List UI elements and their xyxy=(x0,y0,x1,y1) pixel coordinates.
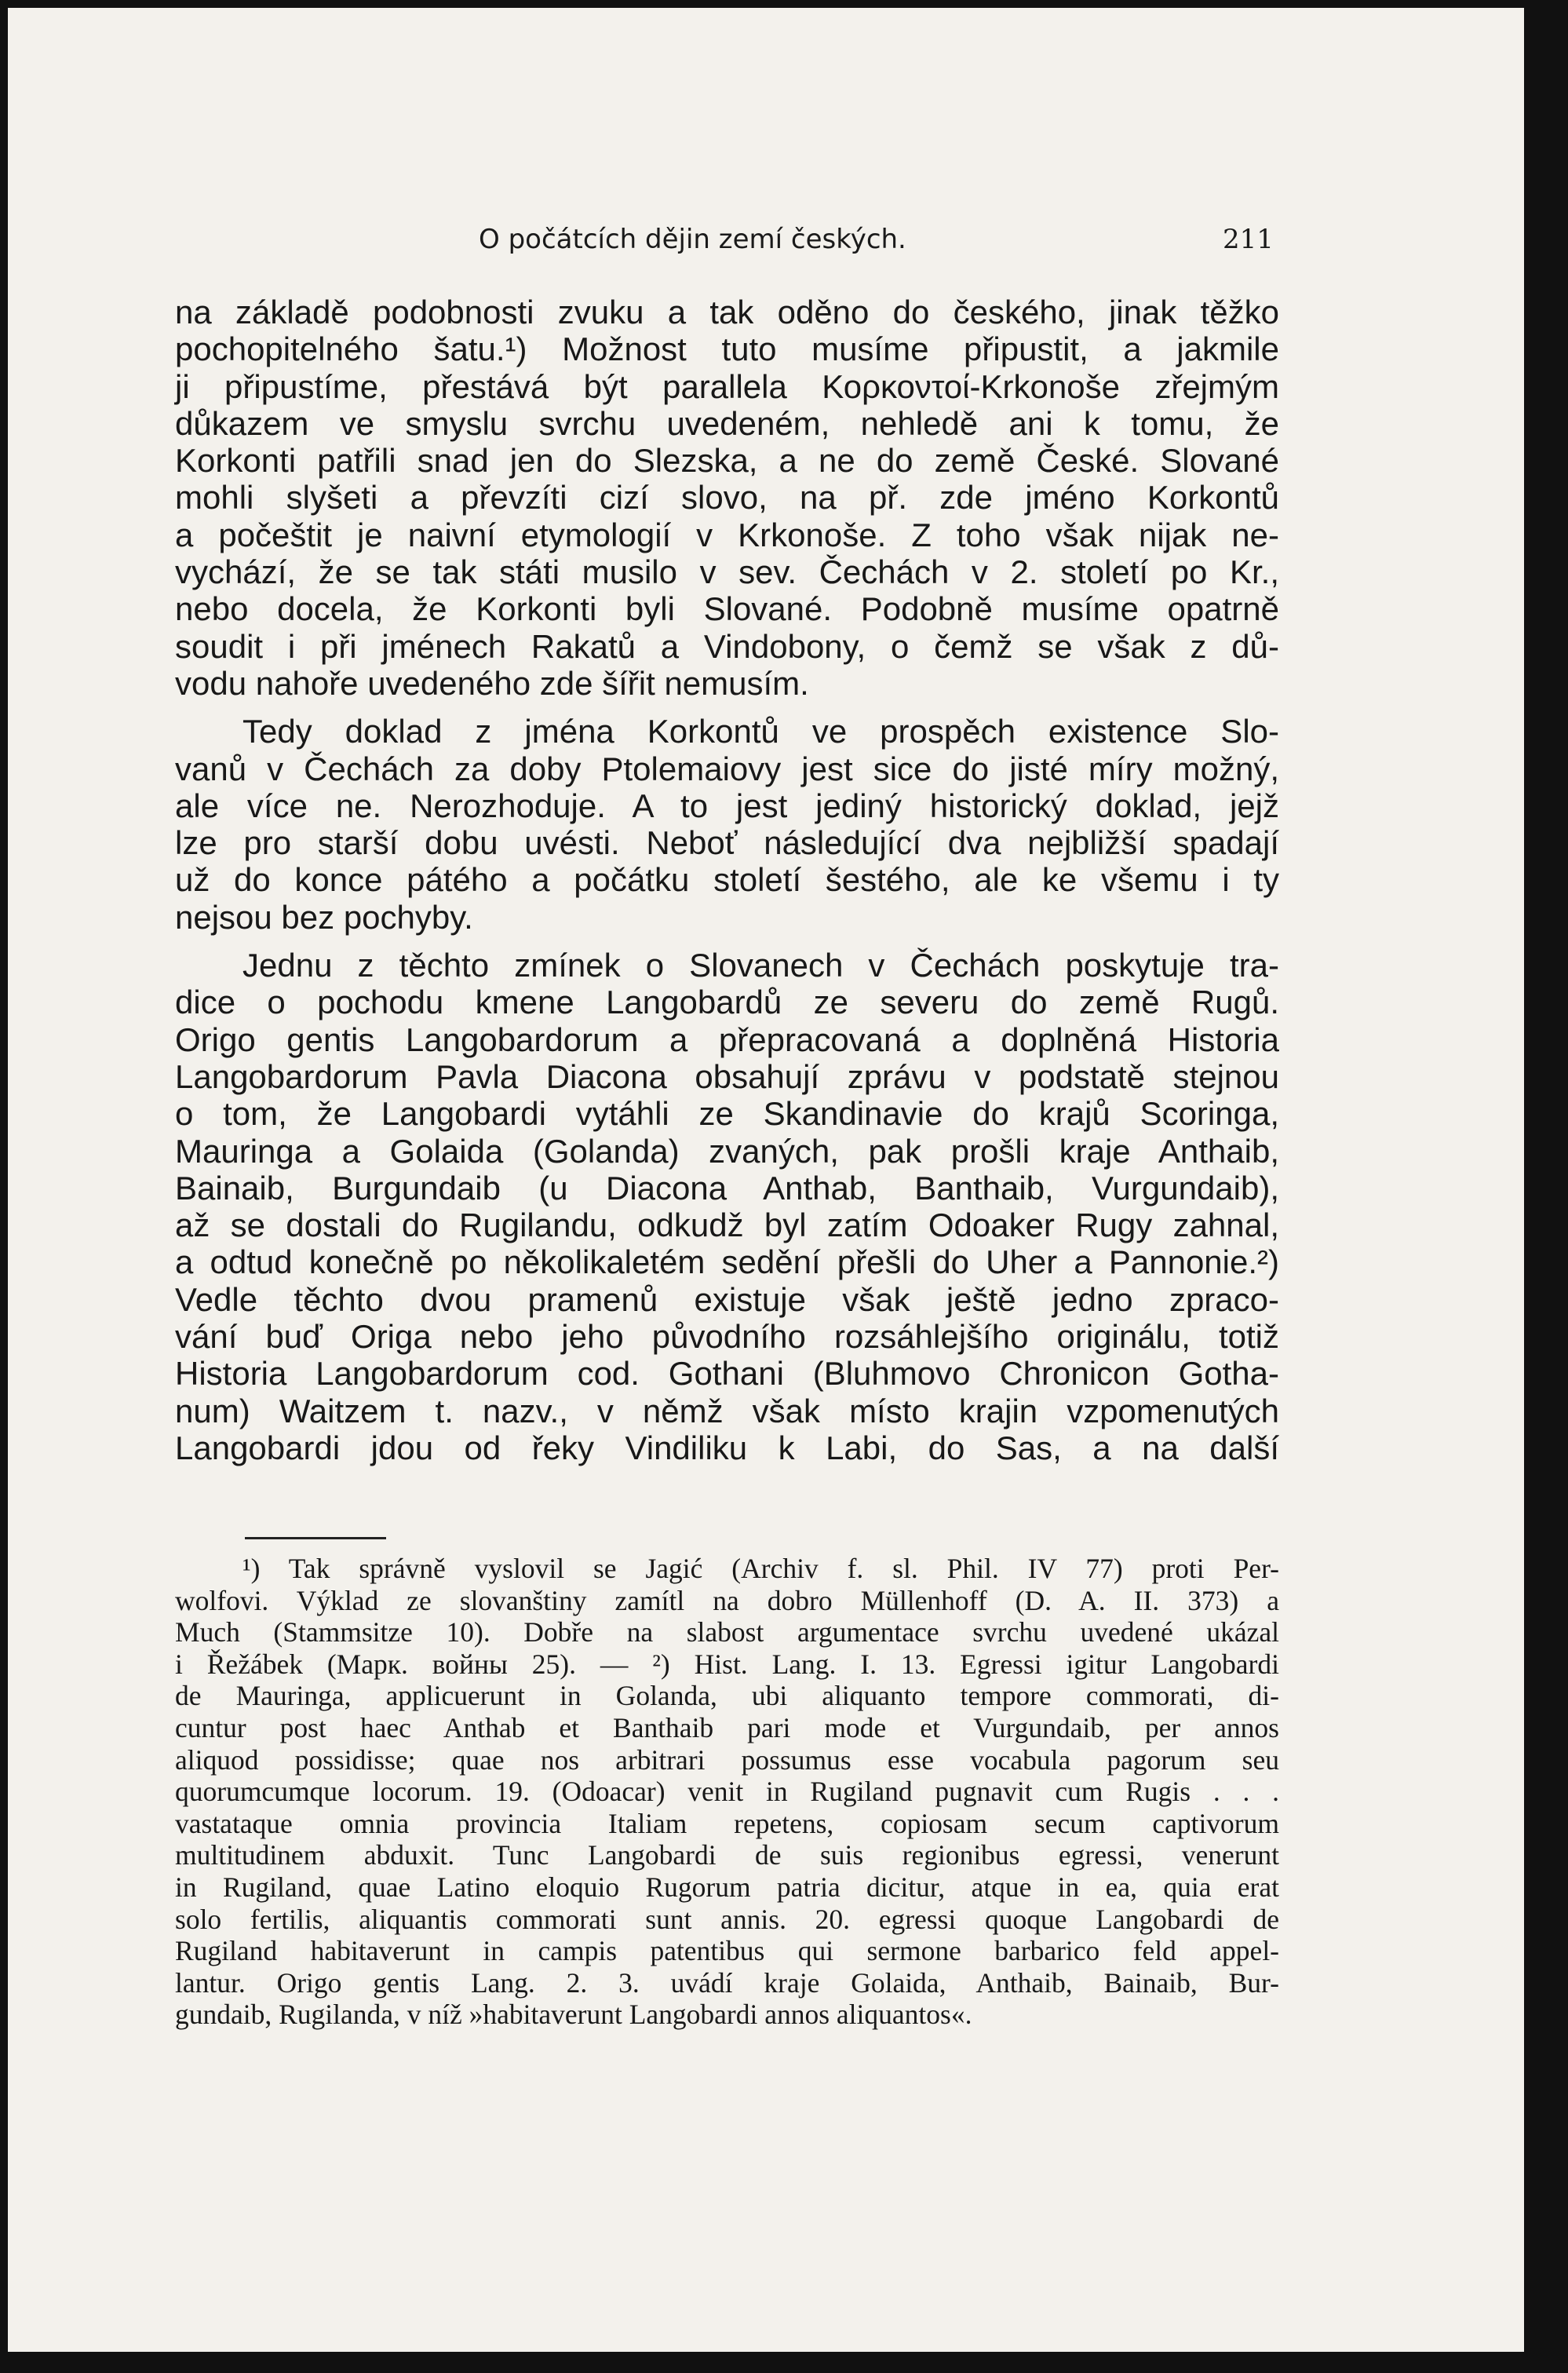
text-line: o tom, že Langobardi vytáhli ze Skandinavie do krajů Scoringa, xyxy=(175,1095,1279,1133)
footnote-line: wolfovi. Výklad ze slovanštiny zamítl na dobro Müllenhoff (D. A. II. 373) a xyxy=(175,1584,1279,1616)
text-line: vychází, že se tak státi musilo v sev. Čechách v 2. století po Kr., xyxy=(175,553,1279,591)
text-line: Historia Langobardorum cod. Gothani (Bluhmovo Chronicon Gotha- xyxy=(175,1355,1279,1393)
book-page xyxy=(8,8,1524,2352)
footnote-line: multitudinem abduxit. Tunc Langobardi de suis regionibus egressi, venerunt xyxy=(175,1839,1279,1871)
text-line: dice o pochodu kmene Langobardů ze severu do země Rugů. xyxy=(175,984,1279,1021)
running-header: O počátcích dějin zemí českých. xyxy=(479,224,906,255)
paragraph-start-line: Jednu z těchto zmínek o Slovanech v Čechách poskytuje tra- xyxy=(242,947,1279,984)
footnote-line: ¹) Tak správně vyslovil se Jagić (Archiv f. sl. Phil. IV 77) proti Per- xyxy=(242,1553,1279,1584)
text-line: už do konce pátého a počátku století šestého, ale ke všemu i ty xyxy=(175,861,1279,899)
text-line: na základě podobnosti zvuku a tak oděno do českého, jinak těžko xyxy=(175,294,1279,330)
text-line: Langobardi jdou od řeky Vindiliku k Labi, do Sas, a na další xyxy=(175,1429,1279,1466)
text-line: ji připustíme, přestává být parallela Κορκοντοί-Krkonoše zřejmým xyxy=(175,367,1279,405)
footnote-line: solo fertilis, aliquantis commorati sunt annis. 20. egressi quoque Langobardi de xyxy=(175,1903,1279,1935)
text-line: vání buď Origa nebo jeho původního rozsáhlejšího originálu, totiž xyxy=(175,1318,1279,1356)
footnote-line: in Rugiland, quae Latino eloquio Rugorum patria dicitur, atque in ea, quia erat xyxy=(175,1871,1279,1903)
footnote-line: Rugiland habitaverunt in campis patentibus qui sermone barbarico feld appel- xyxy=(175,1935,1279,1967)
text-line: lze pro starší dobu uvésti. Neboť následující dva nejbližší spadají xyxy=(175,824,1279,862)
footnote-line: aliquod possidisse; quae nos arbitrari possumus esse vocabula pagorum seu xyxy=(175,1743,1279,1776)
text-line: Langobardorum Pavla Diacona obsahují zprávu v podstatě stejnou xyxy=(175,1057,1279,1095)
footnote-line: i Řežábek (Марк. войны 25). — ²) Hist. Lang. I. 13. Egressi igitur Langobardi xyxy=(175,1648,1279,1680)
text-line: Origo gentis Langobardorum a přepracovaná a doplněná Historia xyxy=(175,1020,1279,1058)
footnotes xyxy=(175,1553,1279,2031)
text-line: soudit i při jménech Rakatů a Vindobony, o čemž se však z dů- xyxy=(175,627,1279,665)
text-line: ale více ne. Nerozhoduje. A to jest jediný historický doklad, jejž xyxy=(175,787,1279,824)
main-text xyxy=(175,294,1279,1466)
text-line: Korkonti patřili snad jen do Slezska, a ne do země České. Slované xyxy=(175,442,1279,480)
text-line: pochopitelného šatu.¹) Možnost tuto musíme připustit, a jakmile xyxy=(175,330,1279,368)
text-line: Mauringa a Golaida (Golanda) zvaných, pak prošli kraje Anthaib, xyxy=(175,1132,1279,1170)
footnote-line: gundaib, Rugilanda, v níž »habitaverunt Langobardi annos aliquantos«. xyxy=(175,1999,972,2031)
footnote-line: de Mauringa, applicuerunt in Golanda, ubi aliquanto tempore commorati, di- xyxy=(175,1680,1279,1712)
text-line: nebo docela, že Korkonti byli Slované. Podobně musíme opatrně xyxy=(175,590,1279,628)
text-line: vanů v Čechách za doby Ptolemaiovy jest sice do jisté míry možný, xyxy=(175,750,1279,787)
footnote-line: quorumcumque locorum. 19. (Odoacar) venit in Rugiland pugnavit cum Rugis . . . xyxy=(175,1776,1279,1808)
footnote-line: lantur. Origo gentis Lang. 2. 3. uvádí kraje Golaida, Anthaib, Bainaib, Bur- xyxy=(175,1966,1279,1999)
text-line: důkazem ve smyslu svrchu uvedeném, nehledě ani k tomu, že xyxy=(175,404,1279,442)
text-line: nejsou bez pochyby. xyxy=(175,898,473,936)
footnote-line: vastataque omnia provincia Italiam repetens, copiosam secum captivorum xyxy=(175,1807,1279,1839)
text-line: a odtud konečně po několikaletém sedění přešli do Uher a Pannonie.²) Vedle těchto dvou pramenů existuje však ještě jedno zpraco- xyxy=(175,1243,1279,1318)
text-line: až se dostali do Rugilandu, odkudž byl zatím Odoaker Rugy zahnal, xyxy=(175,1207,1279,1244)
page-number: 211 xyxy=(1223,224,1274,255)
text-line: mohli slyšeti a převzíti cizí slovo, na př. zde jméno Korkontů xyxy=(175,479,1279,517)
paragraph-start-line: Tedy doklad z jména Korkontů ve prospěch existence Slo- xyxy=(242,713,1279,750)
footnote-line: Much (Stammsitze 10). Dobře na slabost argumentace svrchu uvedené ukázal xyxy=(175,1616,1279,1648)
text-line: vodu nahoře uvedeného zde šířit nemusím. xyxy=(175,664,809,702)
text-line: a počeštit je naivní etymologií v Krkonoše. Z toho však nijak ne- xyxy=(175,516,1279,553)
footnote-separator xyxy=(245,1537,386,1539)
text-line: num) Waitzem t. nazv., v němž však místo krajin vzpomenutých xyxy=(175,1392,1279,1429)
text-line: Bainaib, Burgundaib (u Diacona Anthab, Banthaib, Vurgundaib), xyxy=(175,1169,1279,1207)
footnote-line: cuntur post haec Anthab et Banthaib pari mode et Vurgundaib, per annos xyxy=(175,1711,1279,1743)
